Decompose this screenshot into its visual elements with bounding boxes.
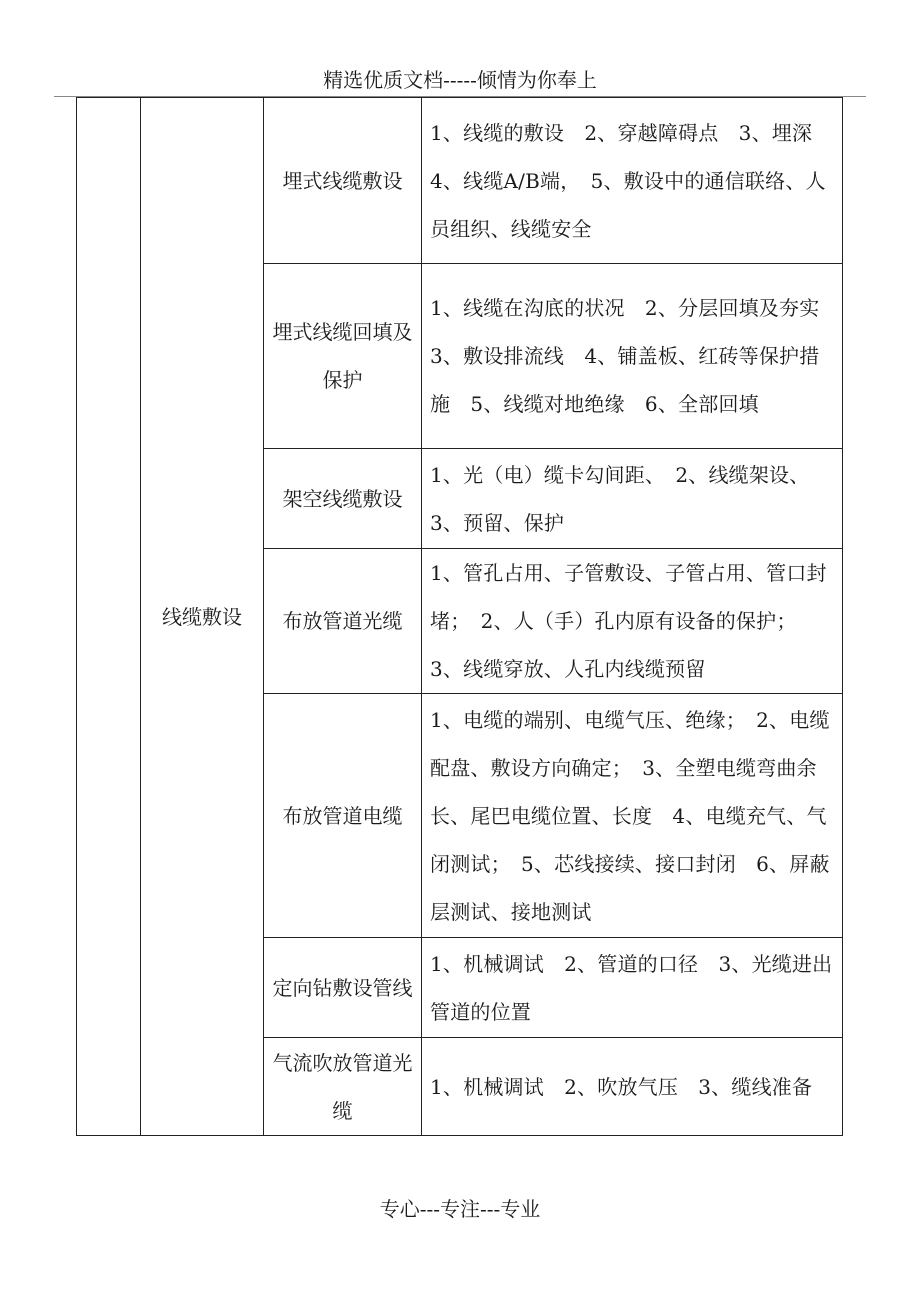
detail-cell: 1、管孔占用、子管敷设、子管占用、管口封堵； 2、人（手）孔内原有设备的保护； 3、线缆穿放、人孔内线缆预留 — [422, 549, 843, 694]
item-cell: 架空线缆敷设 — [264, 449, 422, 549]
item-cell: 埋式线缆敷设 — [264, 98, 422, 264]
page-footer: 专心---专注---专业 — [379, 1197, 541, 1221]
page-header: 精选优质文档-----倾情为你奉上 — [323, 68, 597, 92]
detail-cell: 1、机械调试 2、吹放气压 3、缆线准备 — [422, 1038, 843, 1136]
item-cell: 气流吹放管道光缆 — [264, 1038, 422, 1136]
empty-first-column-cell — [77, 98, 141, 1136]
item-cell: 埋式线缆回填及保护 — [264, 264, 422, 449]
item-cell: 布放管道电缆 — [264, 694, 422, 938]
inspection-table — [76, 97, 843, 1136]
detail-cell: 1、线缆的敷设 2、穿越障碍点 3、埋深 4、线缆A/B端， 5、敷设中的通信联络、人员组织、线缆安全 — [422, 98, 843, 264]
category-cell: 线缆敷设 — [141, 98, 264, 1136]
detail-cell: 1、机械调试 2、管道的口径 3、光缆进出管道的位置 — [422, 938, 843, 1038]
table-row — [77, 98, 843, 264]
detail-cell: 1、电缆的端别、电缆气压、绝缘； 2、电缆配盘、敷设方向确定； 3、全塑电缆弯曲余长、尾巴电缆位置、长度 4、电缆充气、气闭测试； 5、芯线接续、接口封闭 6、屏蔽层测试、接地测试 — [422, 694, 843, 938]
detail-cell: 1、光（电）缆卡勾间距、 2、线缆架设、 3、预留、保护 — [422, 449, 843, 549]
item-cell: 布放管道光缆 — [264, 549, 422, 694]
detail-cell: 1、线缆在沟底的状况 2、分层回填及夯实 3、敷设排流线 4、铺盖板、红砖等保护措施 5、线缆对地绝缘 6、全部回填 — [422, 264, 843, 449]
item-cell: 定向钻敷设管线 — [264, 938, 422, 1038]
